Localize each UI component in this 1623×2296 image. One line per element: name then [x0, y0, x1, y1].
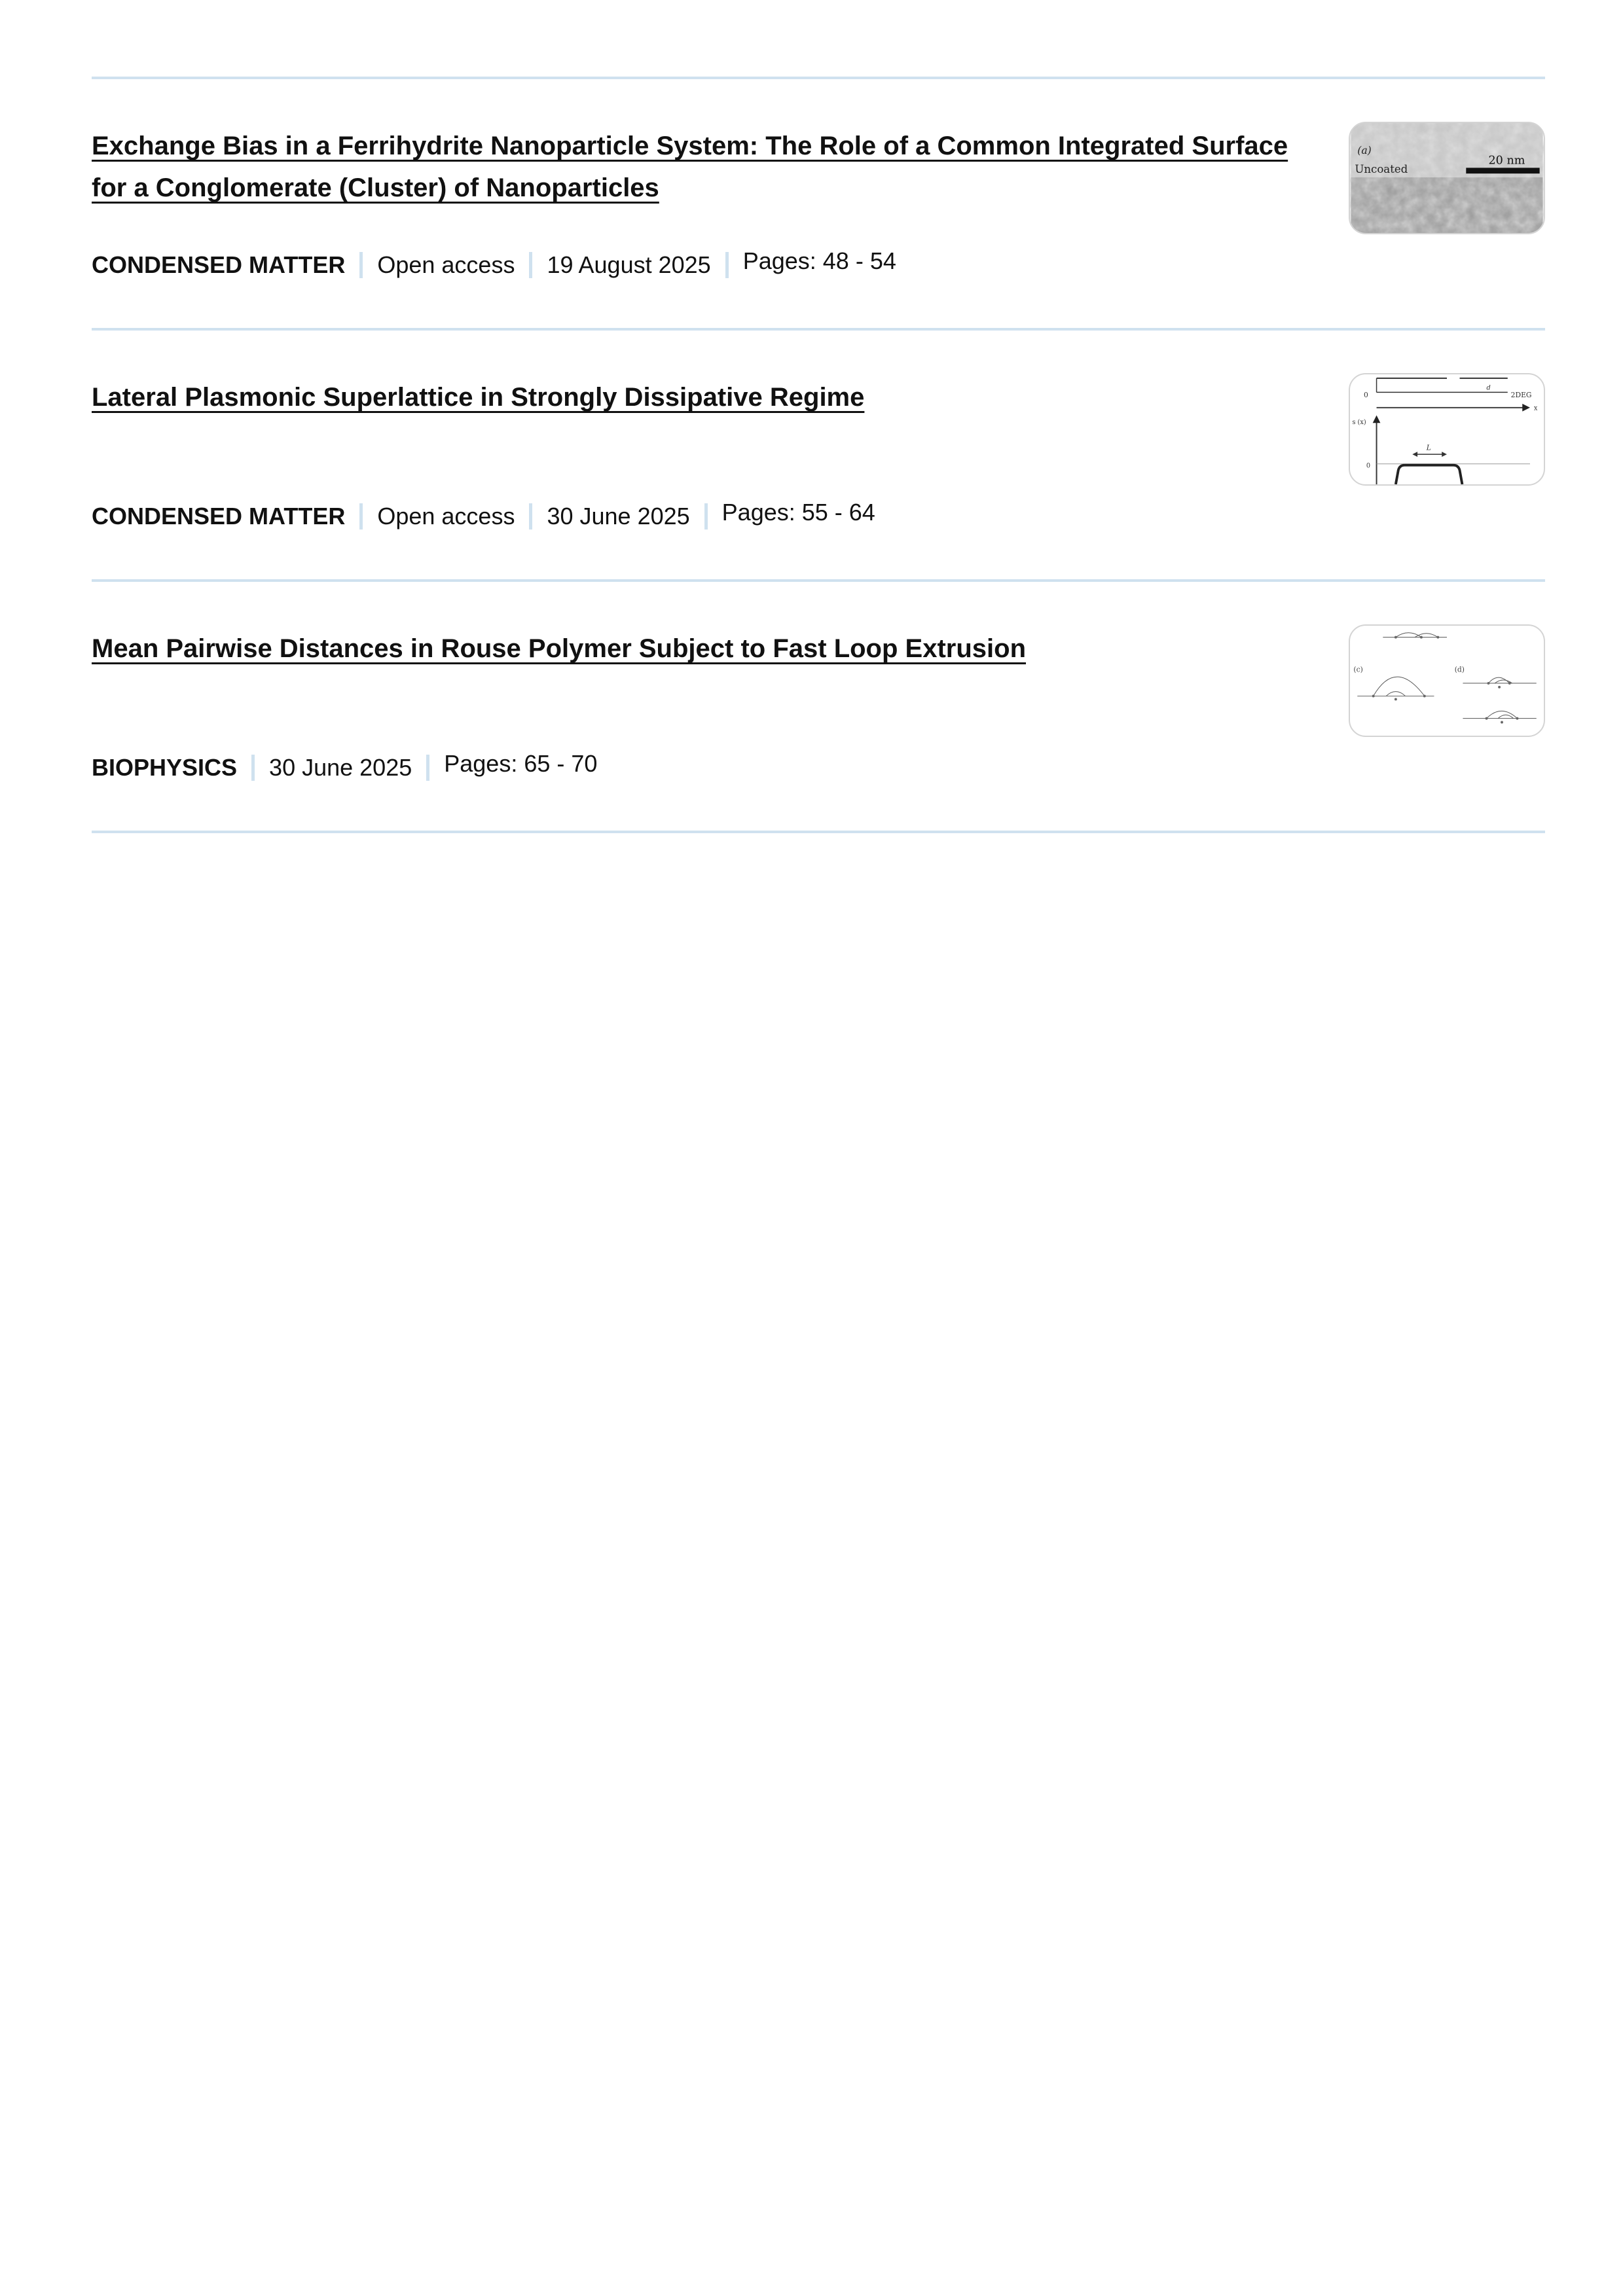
thumb-label: 0: [1364, 391, 1368, 400]
polymer-loop-diagram-image: [1350, 626, 1544, 736]
page-range: Pages: 65 - 70: [444, 750, 598, 777]
thumb-label: L: [1426, 443, 1431, 452]
thumb-label: (c): [1353, 665, 1363, 674]
thumb-label: s (x): [1352, 419, 1366, 427]
meta-separator: [529, 503, 532, 529]
article-meta: [92, 247, 896, 279]
thumb-label: x: [1533, 404, 1538, 412]
access-label: Open access: [377, 251, 515, 278]
article-item: [92, 331, 1545, 579]
article-thumbnail[interactable]: [1349, 373, 1545, 486]
meta-separator: [704, 503, 708, 529]
access-label: Open access: [377, 503, 515, 529]
section-label: BIOPHYSICS: [92, 754, 238, 781]
section-label: CONDENSED MATTER: [92, 503, 346, 529]
meta-separator: [251, 755, 255, 781]
article-item: [92, 79, 1545, 328]
meta-separator: [426, 755, 429, 781]
meta-separator: [529, 252, 532, 278]
superlattice-diagram-image: [1350, 374, 1544, 484]
page-range: Pages: 48 - 54: [742, 247, 896, 274]
article-list: [92, 77, 1545, 833]
publication-date: 30 June 2025: [547, 503, 690, 529]
divider: [92, 831, 1545, 833]
page-range: Pages: 55 - 64: [721, 499, 875, 526]
article-thumbnail[interactable]: [1349, 624, 1545, 737]
publication-date: 19 August 2025: [547, 251, 711, 278]
meta-separator: [359, 503, 363, 529]
nanoparticle-micrograph-image: [1350, 123, 1544, 233]
thumb-label: 2DEG: [1510, 391, 1532, 400]
thumb-label: 0: [1366, 462, 1371, 470]
article-title-link[interactable]: Lateral Plasmonic Superlattice in Strongly Dissipative Regime: [92, 383, 865, 412]
article-item: [92, 582, 1545, 831]
thumb-label: d: [1486, 384, 1491, 392]
thumb-label: 20 nm: [1488, 154, 1525, 168]
article-title-link[interactable]: Mean Pairwise Distances in Rouse Polymer Subject to Fast Loop Extrusion: [92, 634, 1027, 663]
section-label: CONDENSED MATTER: [92, 251, 346, 278]
article-meta: [92, 499, 875, 531]
article-meta: [92, 750, 598, 782]
thumb-label: Uncoated: [1355, 163, 1408, 176]
article-title-link[interactable]: Exchange Bias in a Ferrihydrite Nanoparticle System: The Role of a Common Integrated Surface for a Conglomerate (Cluster) of Nanoparticles: [92, 132, 1288, 202]
meta-separator: [725, 252, 729, 278]
thumb-label: (d): [1454, 665, 1465, 674]
thumb-label: (a): [1357, 144, 1372, 156]
meta-separator: [359, 252, 363, 278]
publication-date: 30 June 2025: [269, 754, 412, 781]
article-thumbnail[interactable]: [1349, 122, 1545, 234]
